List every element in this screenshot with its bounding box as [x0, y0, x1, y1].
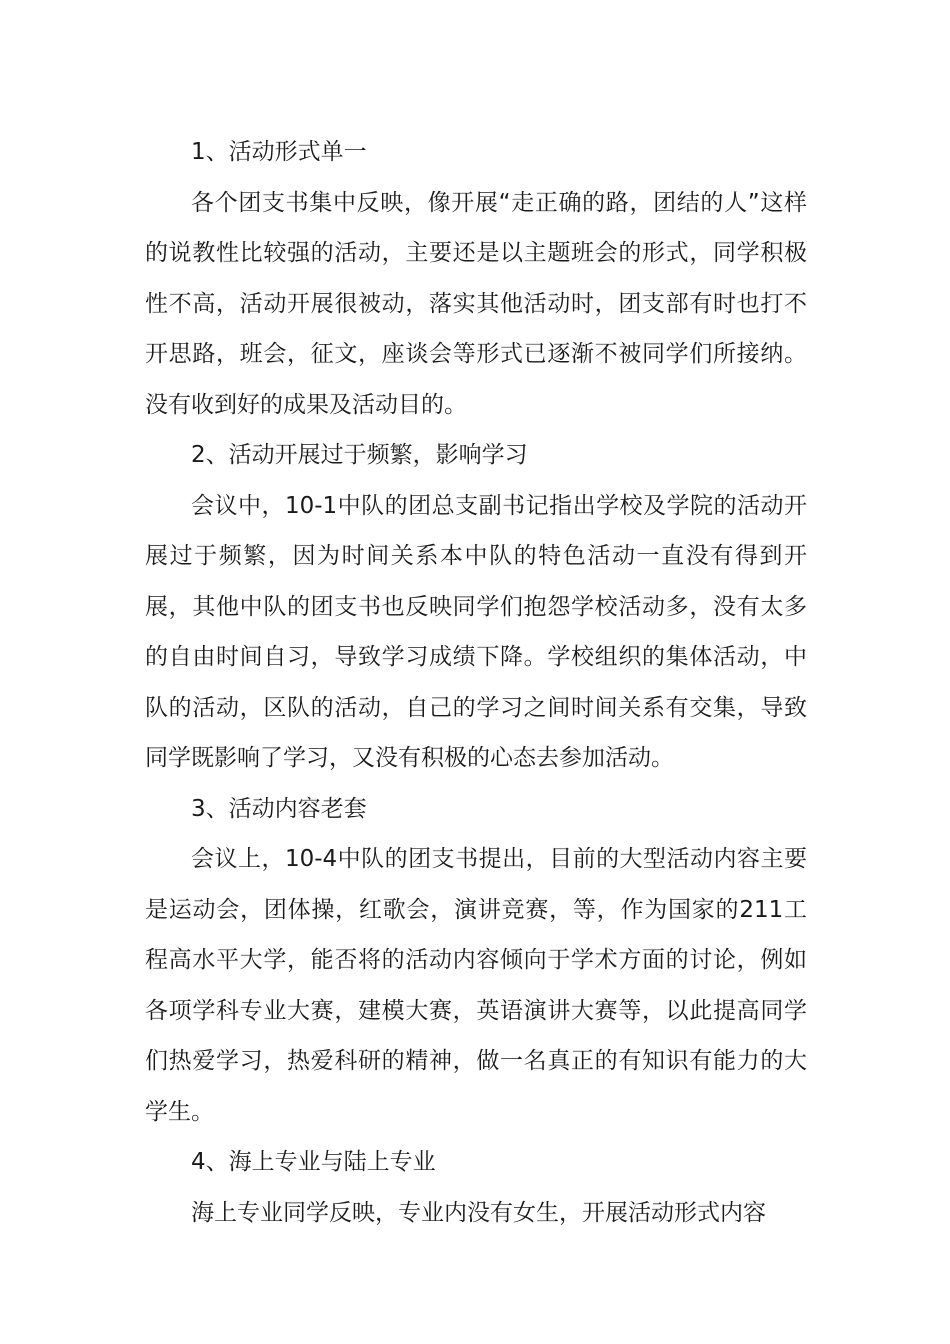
section-heading-2: 2、活动开展过于频繁，影响学习: [191, 442, 528, 468]
section-heading-1: 1、活动形式单一: [191, 139, 367, 165]
section-paragraph-4: 海上专业同学反映，专业内没有女生，开展活动形式内容: [191, 1199, 766, 1226]
section-heading-3: 3、活动内容老套: [191, 795, 367, 822]
section-paragraph-1: 各个团支书集中反映，像开展“走正确的路，团结的人”这样的说教性比较强的活动，主要还是以主题班会的形式，同学积极性不高，活动开展很被动，落实其他活动时，团支部有时也打不开思路，班会，征文，座谈会等形式已逐渐不被同学们所接纳。没有收到好的成果及活动目的。: [145, 189, 807, 418]
section-heading-4: 4、海上专业与陆上专业: [191, 1149, 436, 1175]
section-paragraph-3: 会议上，10-4中队的团支书提出，目前的大型活动内容主要是运动会，团体操，红歌会，演讲竞赛，等，作为国家的211工程高水平大学，能否将的活动内容倾向于学术方面的讨论，例如各项学科专业大赛，建模大赛，英语演讲大赛等，以此提高同学们热爱学习，热爱科研的精神，做一名真正的有知识有能力的大学生。: [145, 846, 807, 1125]
section-paragraph-2: 会议中，10-1中队的团总支副书记指出学校及学院的活动开展过于频繁，因为时间关系本中队的特色活动一直没有得到开展，其他中队的团支书也反映同学们抱怨学校活动多，没有太多的自由时间自习，导致学习成绩下降。学校组织的集体活动，中队的活动，区队的活动，自己的学习之间时间关系有交集，导致同学既影响了学习，又没有积极的心态去参加活动。: [145, 492, 807, 771]
document-body: [145, 127, 807, 1238]
